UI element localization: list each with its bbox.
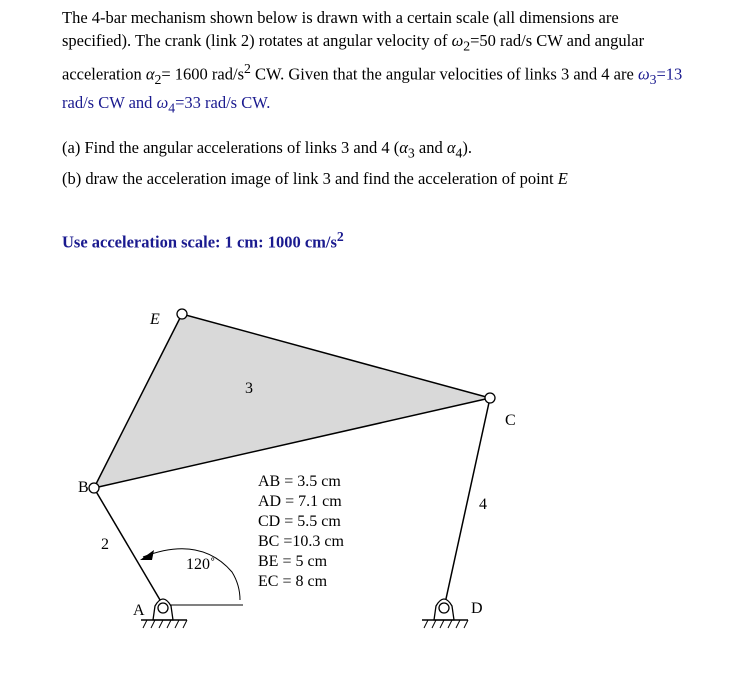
dimension-cd: CD = 5.5 cm [258, 513, 341, 530]
question-part-a: (a) Find the angular accelerations of links 3 and 4 ($\alpha_3$ and $\alpha_4$). [62, 138, 473, 161]
dimension-ab: AB = 3.5 cm [258, 473, 341, 490]
joint-e [177, 309, 187, 319]
dimension-ad: AD = 7.1 cm [258, 493, 342, 510]
label-link-2: 2 [101, 536, 109, 553]
problem-line-1: The 4-bar mechanism shown below is drawn with a certain scale (all dimensions are [62, 8, 619, 27]
link-3-triangle [94, 314, 490, 488]
problem-line-4: rad/s CW and $\omega_4=33$ rad/s CW. [62, 93, 271, 116]
label-point-c: C [505, 412, 516, 429]
question-part-b: (b) draw the acceleration image of link 3 and find the acceleration of point E [62, 169, 568, 188]
problem-statement [62, 6, 727, 119]
problem-line-3: acceleration $\alpha_2= 1600$ rad/$s^2$ CW. Given that the angular velocities of links 3 and 4 are $\omega_3=13$ [62, 61, 683, 88]
problem-line-2: specified). The crank (link 2) rotates at angular velocity of $\omega_2=50$ rad/s CW and angular [62, 31, 645, 54]
angle-arrowhead [140, 550, 154, 560]
ground-pivot-d [422, 599, 468, 628]
label-point-e: E [150, 311, 160, 328]
ground-pivot-a [141, 599, 187, 628]
label-link-4: 4 [479, 496, 487, 513]
label-point-b: B [78, 479, 89, 496]
label-point-d: D [471, 600, 483, 617]
label-point-a: A [133, 602, 145, 619]
dimension-bc: BC =10.3 cm [258, 533, 344, 550]
joint-b [89, 483, 99, 493]
joint-c [485, 393, 495, 403]
dimension-be: BE = 5 cm [258, 553, 328, 570]
acceleration-scale-note: Use acceleration scale: 1 cm: 1000 $cm/s^2$ [62, 229, 344, 252]
label-link-3: 3 [245, 380, 253, 397]
dimensions-list [258, 472, 344, 592]
label-angle-120: 120˚ [186, 556, 216, 573]
four-bar-mechanism-diagram [0, 290, 737, 690]
dimension-ec: EC = 8 cm [258, 573, 328, 590]
